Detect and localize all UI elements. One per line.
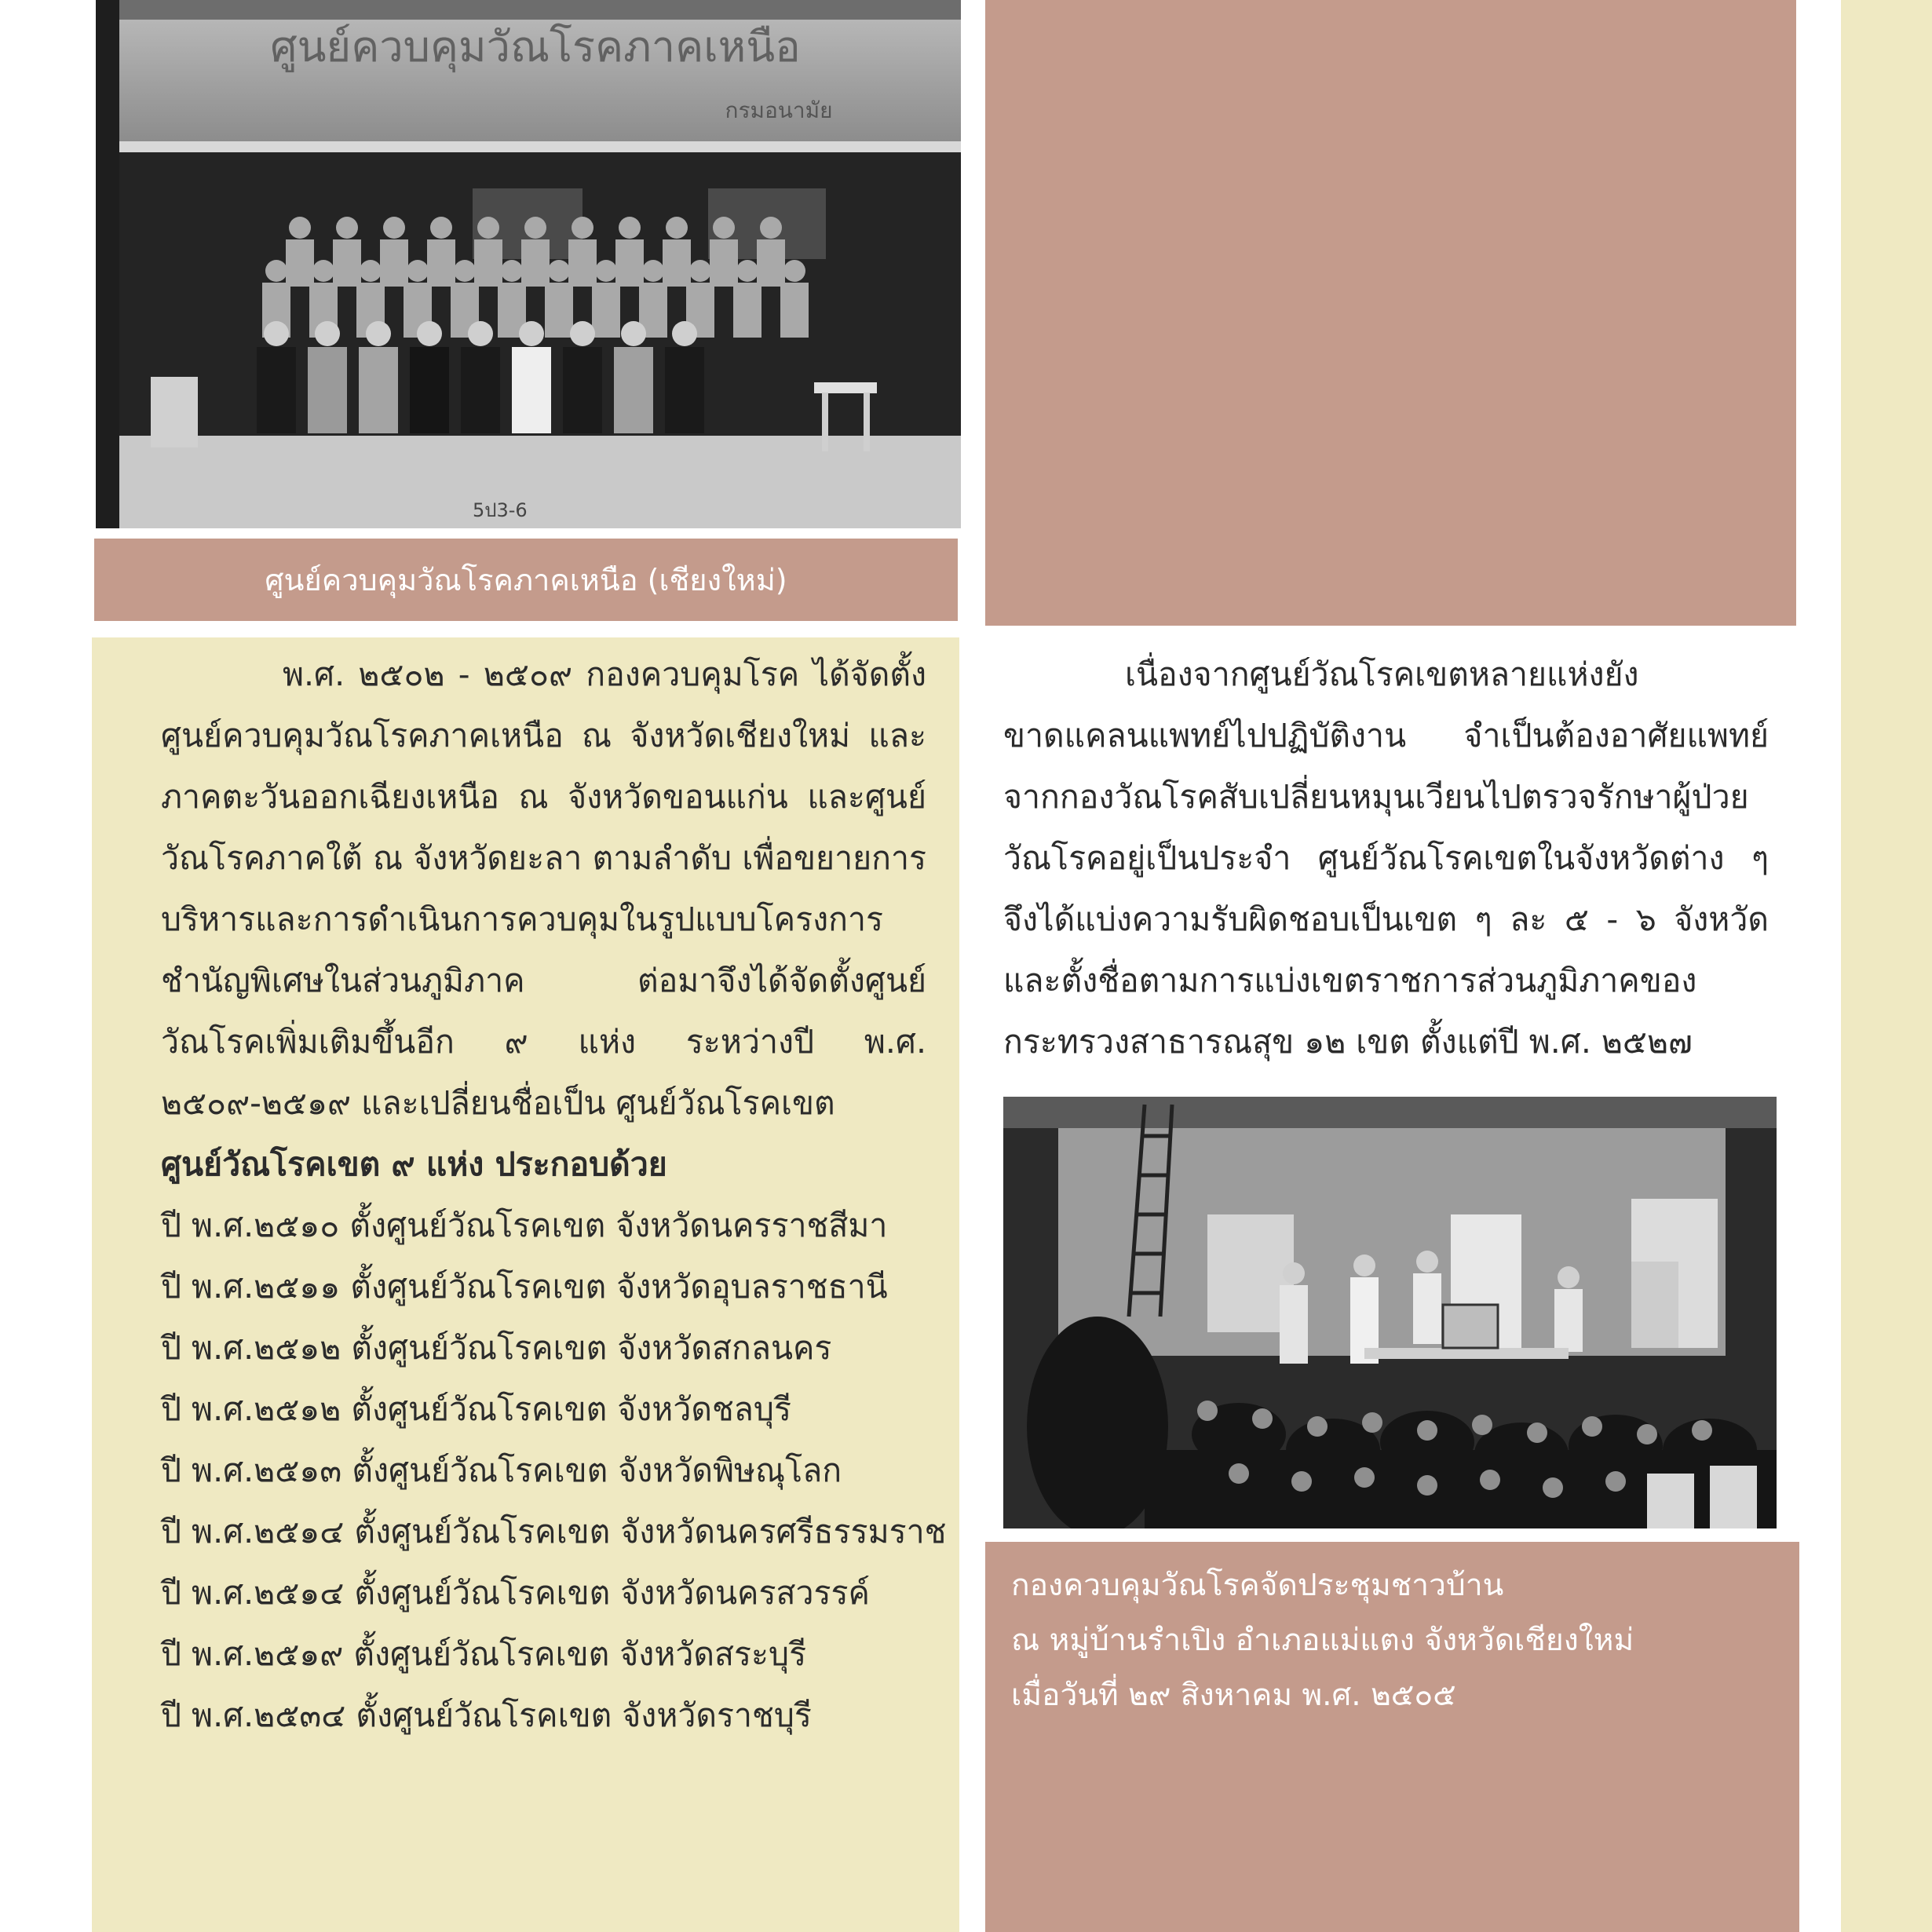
center-list-item: ปี พ.ศ.๒๕๓๔ ตั้งศูนย์วัณโรคเขต จังหวัดราชบุรี	[161, 1696, 812, 1734]
building-sub-sign: กรมอนามัย	[725, 97, 833, 123]
group-photo-caption-bar	[94, 539, 958, 621]
center-list-item: ปี พ.ศ.๒๕๑๓ ตั้งศูนย์วัณโรคเขต จังหวัดพิษณุโลก	[161, 1452, 842, 1489]
centers-heading: ศูนย์วัณโรคเขต ๙ แห่ง ประกอบด้วย	[161, 1145, 667, 1183]
meeting-caption-line: ณ หมู่บ้านรำเปิง อำเภอแม่แตง จังหวัดเชียงใหม่	[1011, 1623, 1634, 1658]
center-list-item: ปี พ.ศ.๒๕๑๔ ตั้งศูนย์วัณโรคเขต จังหวัดนครสวรรค์	[161, 1574, 870, 1612]
group-photo-image	[96, 0, 961, 528]
center-list-item: ปี พ.ศ.๒๕๑๔ ตั้งศูนย์วัณโรคเขต จังหวัดนครศรีธรรมราช	[161, 1513, 947, 1550]
building-sign: ศูนย์ควบคุมวัณโรคภาคเหนือ	[270, 22, 801, 71]
regions-paragraph: เนื่องจากศูนย์วัณโรคเขตหลายแห่งยังขาดแคลนแพทย์ไปปฏิบัติงาน จำเป็นต้องอาศัยแพทย์จากกองวัณโรคสับเปลี่ยนหมุนเวียนไปตรวจรักษาผู้ป่วยวัณโรคอยู่เป็นประจำ ศูนย์วัณโรคเขตในจังหวัดต่าง ๆ จึงได้แบ่งความรับผิดชอบเป็นเขต ๆ ละ ๕ - ๖ จังหวัด และตั้งชื่อตามการแบ่งเขตราชการส่วนภูมิภาคของกระทรวงสาธารณสุข ๑๒ เขต ตั้งแต่ปี พ.ศ. ๒๕๒๗	[1003, 656, 1769, 1061]
history-paragraph: พ.ศ. ๒๕๐๒ - ๒๕๐๙ กองควบคุมโรค ได้จัดตั้งศูนย์ควบคุมวัณโรคภาคเหนือ ณ จังหวัดเชียงใหม่ และภาคตะวันออกเฉียงเหนือ ณ จังหวัดขอนแก่น และศูนย์วัณโรคภาคใต้ ณ จังหวัดยะลา ตามลำดับ เพื่อขยายการบริหารและการดำเนินการควบคุมในรูปแบบโครงการชำนัญพิเศษในส่วนภูมิภาค ต่อมาจึงได้จัดตั้งศูนย์วัณโรคเพิ่มเติมขึ้นอีก ๙ แห่ง ระหว่างปี พ.ศ. ๒๕๐๙-๒๕๑๙ และเปลี่ยนชื่อเป็น ศูนย์วัณโรคเขต	[161, 656, 926, 1122]
center-list-item: ปี พ.ศ.๒๕๑๒ ตั้งศูนย์วัณโรคเขต จังหวัดชลบุรี	[161, 1390, 791, 1428]
left-text-column	[161, 644, 947, 1746]
village-meeting-photo	[1003, 1097, 1777, 1528]
group-photo-caption: ศูนย์ควบคุมวัณโรคภาคเหนือ (เชียงใหม่)	[265, 563, 787, 597]
center-list-item: ปี พ.ศ.๒๕๑๙ ตั้งศูนย์วัณโรคเขต จังหวัดสระบุรี	[161, 1635, 807, 1673]
center-list-item: ปี พ.ศ.๒๕๑๐ ตั้งศูนย์วัณโรคเขต จังหวัดนครราชสีมา	[161, 1207, 888, 1244]
right-text-column	[1003, 644, 1769, 1072]
meeting-caption-line: เมื่อวันที่ ๒๙ สิงหาคม พ.ศ. ๒๕๐๕	[1011, 1678, 1456, 1713]
page-edge-strip	[1841, 0, 1932, 1932]
meeting-caption-line: กองควบคุมวัณโรคจัดประชุมชาวบ้าน	[1011, 1568, 1504, 1603]
photo-number: 5ป3-6	[473, 499, 528, 521]
meeting-caption	[1011, 1558, 1780, 1723]
group-photo	[96, 0, 961, 528]
center-list-item: ปี พ.ศ.๒๕๑๒ ตั้งศูนย์วัณโรคเขต จังหวัดสกลนคร	[161, 1329, 832, 1367]
decorative-color-block	[985, 0, 1796, 626]
village-meeting-image	[1003, 1097, 1777, 1528]
center-list-item: ปี พ.ศ.๒๕๑๑ ตั้งศูนย์วัณโรคเขต จังหวัดอุบลราชธานี	[161, 1268, 888, 1306]
